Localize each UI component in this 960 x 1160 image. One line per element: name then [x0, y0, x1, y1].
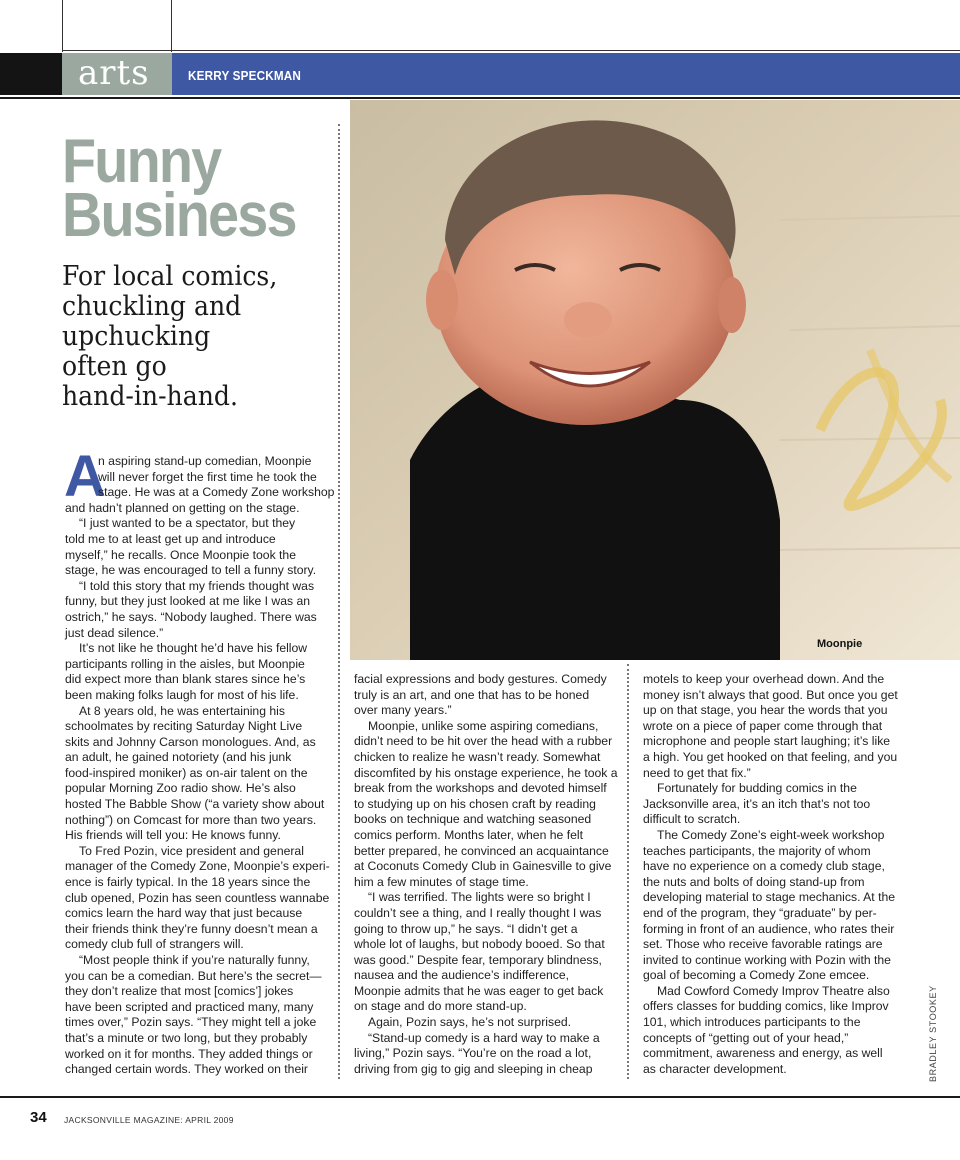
article-line: him a few minutes of stage time.	[354, 874, 529, 889]
article-line: at Coconuts Comedy Club in Gainesville to give	[354, 859, 612, 874]
article-line: that’s a minute or two long, but they probably	[65, 1030, 308, 1045]
article-line: comedy club full of strangers will.	[65, 937, 244, 952]
article-line: goal of becoming a Comedy Zone emcee.	[643, 968, 870, 983]
photo-caption: Moonpie	[817, 638, 863, 650]
article-line: “Stand-up comedy is a hard way to make a	[368, 1030, 600, 1045]
column-rule	[338, 124, 340, 1079]
section-bar-black	[0, 53, 62, 95]
article-line: The Comedy Zone’s eight-week workshop	[657, 827, 885, 842]
article-line: funny, but they just looked at me like I was an	[65, 594, 311, 609]
article-line: invited to continue working with Pozin with the	[643, 952, 891, 967]
article-line: microphone and people start laughing; it’s like	[643, 734, 891, 749]
article-line: over many years.”	[354, 703, 452, 718]
article-line: the nuts and bolts of doing stand-up from	[643, 874, 865, 889]
article-line: whole lot of laughs, but nobody booed. So that	[354, 937, 605, 952]
article-line: times over,” Pozin says. “They might tell a joke	[65, 1015, 317, 1030]
article-column-3	[643, 672, 905, 1077]
deck-line: For local comics,	[62, 261, 278, 292]
article-line: as character development.	[643, 1061, 787, 1076]
article-line: “Most people think if you’re naturally funny,	[79, 953, 310, 967]
article-line: popular Morning Zoo radio show. He’s also	[65, 781, 296, 796]
section-label: arts	[62, 53, 172, 95]
article-line: discomfited by his onstage experience, he took a	[354, 765, 618, 780]
article-line: forming in front of an audience, who rates their	[643, 921, 895, 936]
drop-cap: A	[64, 444, 106, 509]
article-line: To Fred Pozin, vice president and general	[79, 843, 304, 858]
headline	[62, 127, 314, 250]
article-line: Fortunately for budding comics in the	[657, 781, 857, 796]
headline-line: Business	[62, 181, 296, 250]
article-line: up on that stage, you hear the words that you	[643, 703, 888, 718]
article-line: need to get that fix.”	[643, 765, 751, 780]
article-line: facial expressions and body gestures. Comedy	[354, 672, 607, 686]
article-line: At 8 years old, he was entertaining his	[79, 703, 285, 718]
article-line: they don’t realize that most [comics’] jokes	[65, 984, 294, 999]
article-column-2	[354, 672, 616, 1077]
top-rule	[62, 50, 960, 51]
article-line: club opened, Pozin has seen countless wannabe	[65, 890, 330, 905]
article-line: hosted The Babble Show (“a variety show about	[65, 797, 325, 812]
article-line: Moonpie admits that he was eager to get back	[354, 983, 604, 998]
article-line: His friends will tell you: He knows funny.	[65, 828, 281, 843]
article-line: changed certain words. They worked on their	[65, 1062, 308, 1077]
article-line: an adult, he gained notoriety (and his junk	[65, 750, 292, 765]
article-line: stage, he was encouraged to tell a funny story.	[65, 563, 317, 578]
article-line: set. Those who receive favorable ratings are	[643, 937, 883, 952]
article-line: Jacksonville area, it’s an itch that’s not too	[643, 796, 871, 811]
publication-line: JACKSONVILLE MAGAZINE: APRIL 2009	[64, 1115, 234, 1125]
article-line: wrote on a piece of paper come through that	[643, 718, 883, 733]
article-line: “I just wanted to be a spectator, but they	[79, 516, 296, 531]
article-column-1	[64, 444, 335, 1078]
article-line: Moonpie, unlike some aspiring comedians,	[368, 718, 599, 733]
deck-line: often go	[62, 351, 167, 382]
article-line: developing material to stage mechanics. At the	[643, 890, 896, 905]
author-byline: KERRY SPECKMAN	[188, 68, 302, 83]
photo-credit: BRADLEY STOOKEY	[928, 985, 938, 1082]
article-line: food-inspired moniker) as on-air talent on the	[65, 765, 308, 780]
article-line: will never forget the first time he took the	[98, 469, 317, 484]
article-line: “I was terrified. The lights were so bright I	[368, 890, 591, 905]
deck	[62, 262, 342, 412]
article-line: worked on it for months. They added things or	[65, 1046, 313, 1061]
article-line: schoolmates by reciting Saturday Night Live	[65, 719, 303, 734]
column-rule	[627, 664, 629, 1079]
article-line: Mad Cowford Comedy Improv Theatre also	[657, 983, 890, 998]
article-line: have no experience on a comedy club stage,	[643, 859, 885, 874]
deck-line: hand-in-hand.	[62, 381, 238, 412]
article-line: was good.” Despite fear, temporary blindness,	[354, 952, 602, 967]
article-line: money isn’t always that good. But once you get	[643, 687, 898, 702]
article-line: 101, which introduces participants to the	[643, 1015, 861, 1030]
article-line: comics perform. Months later, when he felt	[354, 827, 583, 842]
article-line: a high. You get hooked on that feeling, and you	[643, 749, 898, 764]
article-line: chicken to realize he wasn’t ready. Somewhat	[354, 749, 601, 764]
headline-line: Funny	[62, 127, 221, 196]
portrait-photo	[350, 100, 960, 660]
article-line: you can be a comedian. But here’s the secret—	[65, 968, 322, 983]
article-line: break from the workshops and devoted himself	[354, 781, 607, 796]
article-line: living,” Pozin says. “You’re on the road a lot,	[354, 1046, 592, 1061]
article-line: n aspiring stand-up comedian, Moonpie	[98, 454, 312, 468]
article-line: books on technique and watching seasoned	[354, 812, 592, 827]
article-line: comics learn the hard way that just because	[65, 906, 303, 921]
article-line: teaches participants, the majority of whom	[643, 843, 871, 858]
footer-rule	[0, 1096, 960, 1098]
article-line: stage. He was at a Comedy Zone workshop	[98, 485, 335, 500]
article-line: didn’t need to be hit over the head with a rubber	[354, 734, 613, 749]
article-line: told me to at least get up and introduce	[65, 531, 276, 546]
article-line: participants rolling in the aisles, but Moonpie	[65, 656, 305, 671]
article-line: ence is fairly typical. In the 18 years since the	[65, 875, 311, 890]
article-line: to studying up on his chosen craft by reading	[354, 796, 596, 811]
article-line: skits and Johnny Carson monologues. And, as	[65, 734, 316, 749]
article-line: end of the program, they “graduate” by per-	[643, 905, 877, 920]
top-rule-right	[171, 0, 172, 52]
article-line: been making folks laugh for most of his life.	[65, 687, 299, 702]
article-line: and hadn’t planned on getting on the stage.	[65, 500, 300, 515]
article-line: manager of the Comedy Zone, Moonpie’s experi-	[65, 859, 330, 874]
article-line: concepts of “getting out of your head,”	[643, 1030, 849, 1045]
article-line: motels to keep your overhead down. And the	[643, 672, 885, 686]
article-line: couldn’t see a thing, and I really thought I was	[354, 905, 602, 920]
article-line: going to throw up,” he says. “I didn’t get a	[354, 921, 578, 936]
article-line: nausea and the audience’s indifference,	[354, 968, 570, 983]
deck-line: upchucking	[62, 321, 211, 352]
section-bar-rule	[0, 97, 960, 99]
article-line: driving from gig to gig and sleeping in cheap	[354, 1061, 593, 1076]
top-rule-left	[62, 0, 63, 52]
page-number: 34	[30, 1109, 47, 1126]
article-line: did expect more than blank stares since he’s	[65, 672, 306, 687]
article-line: “I told this story that my friends thought was	[79, 578, 315, 593]
article-line: myself,” he recalls. Once Moonpie took the	[65, 547, 296, 562]
article-line: just dead silence.”	[65, 625, 164, 640]
article-line: truly is an art, and one that has to be honed	[354, 687, 590, 702]
article-line: nothing”) on Comcast for more than two years.	[65, 812, 317, 827]
article-line: ostrich,” he says. “Nobody laughed. There was	[65, 609, 317, 624]
article-line: difficult to scratch.	[643, 812, 741, 827]
article-line: commitment, awareness and energy, as well	[643, 1046, 883, 1061]
article-line: offers classes for budding comics, like Improv	[643, 999, 889, 1014]
article-line: Again, Pozin says, he’s not surprised.	[368, 1015, 572, 1030]
article-line: It’s not like he thought he’d have his fellow	[79, 641, 308, 656]
deck-line: chuckling and	[62, 291, 242, 322]
article-line: their friends think they’re funny doesn’t mean a	[65, 921, 318, 936]
article-line: on stage and do more stand-up.	[354, 999, 527, 1014]
article-line: have been scripted and practiced many, many	[65, 999, 314, 1014]
article-line: better prepared, he convinced an acquaintance	[354, 843, 609, 858]
